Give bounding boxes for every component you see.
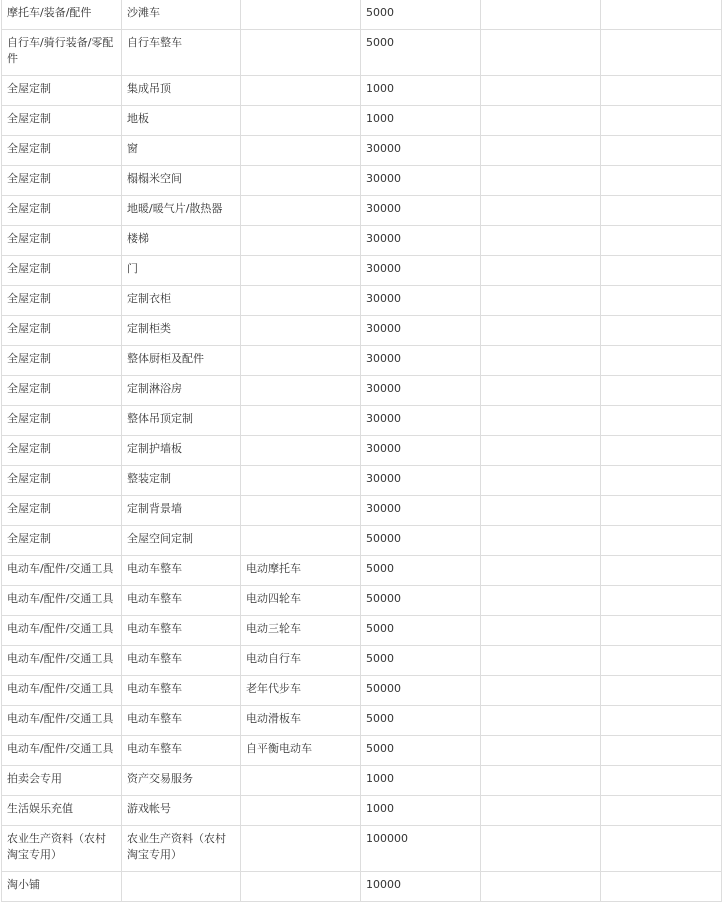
table-row	[2, 766, 722, 796]
empty-cell	[481, 796, 601, 826]
category-level1-cell: 电动车/配件/交通工具	[2, 736, 122, 766]
deposit-amount-cell: 5000	[361, 30, 481, 76]
category-level1-cell: 全屋定制	[2, 226, 122, 256]
deposit-amount-cell: 5000	[361, 556, 481, 586]
empty-cell	[481, 286, 601, 316]
empty-cell	[481, 406, 601, 436]
empty-cell	[481, 872, 601, 902]
empty-cell	[481, 316, 601, 346]
category-level2-cell: 整体吊顶定制	[122, 406, 241, 436]
empty-cell	[601, 0, 722, 30]
empty-cell	[481, 0, 601, 30]
table-body	[2, 0, 722, 902]
deposit-amount-cell: 50000	[361, 526, 481, 556]
empty-cell	[481, 346, 601, 376]
empty-cell	[481, 706, 601, 736]
empty-cell	[601, 496, 722, 526]
table-row	[2, 676, 722, 706]
category-level1-cell: 全屋定制	[2, 256, 122, 286]
category-level1-cell: 全屋定制	[2, 106, 122, 136]
table-row	[2, 196, 722, 226]
category-level1-cell: 电动车/配件/交通工具	[2, 646, 122, 676]
deposit-amount-cell: 30000	[361, 196, 481, 226]
empty-cell	[601, 556, 722, 586]
category-level1-cell: 全屋定制	[2, 196, 122, 226]
empty-cell	[601, 196, 722, 226]
table-row	[2, 496, 722, 526]
table-row	[2, 736, 722, 766]
empty-cell	[481, 526, 601, 556]
category-level3-cell	[241, 166, 361, 196]
category-level1-cell: 拍卖会专用	[2, 766, 122, 796]
table-row	[2, 556, 722, 586]
category-level1-cell: 全屋定制	[2, 466, 122, 496]
table-row	[2, 286, 722, 316]
category-level3-cell	[241, 796, 361, 826]
deposit-amount-cell: 30000	[361, 256, 481, 286]
empty-cell	[481, 826, 601, 872]
category-level2-cell: 楼梯	[122, 226, 241, 256]
deposit-amount-cell: 5000	[361, 706, 481, 736]
empty-cell	[481, 556, 601, 586]
deposit-amount-cell: 30000	[361, 166, 481, 196]
empty-cell	[601, 826, 722, 872]
empty-cell	[481, 436, 601, 466]
category-level2-cell: 电动车整车	[122, 676, 241, 706]
category-level1-cell: 电动车/配件/交通工具	[2, 586, 122, 616]
category-level1-cell: 摩托车/装备/配件	[2, 0, 122, 30]
category-level3-cell	[241, 76, 361, 106]
category-level3-cell	[241, 30, 361, 76]
category-level2-cell: 电动车整车	[122, 616, 241, 646]
category-level2-cell: 集成吊顶	[122, 76, 241, 106]
category-level3-cell	[241, 436, 361, 466]
category-level2-cell: 榻榻米空间	[122, 166, 241, 196]
empty-cell	[481, 586, 601, 616]
category-level1-cell: 农业生产资料（农村淘宝专用）	[2, 826, 122, 872]
deposit-amount-cell: 100000	[361, 826, 481, 872]
category-level3-cell: 电动自行车	[241, 646, 361, 676]
deposit-amount-cell: 10000	[361, 872, 481, 902]
table-row	[2, 376, 722, 406]
empty-cell	[481, 616, 601, 646]
empty-cell	[481, 496, 601, 526]
category-level2-cell: 整装定制	[122, 466, 241, 496]
category-level2-cell: 定制背景墙	[122, 496, 241, 526]
category-level3-cell	[241, 346, 361, 376]
category-level3-cell	[241, 376, 361, 406]
deposit-amount-cell: 5000	[361, 0, 481, 30]
table-row	[2, 436, 722, 466]
deposit-amount-cell: 1000	[361, 766, 481, 796]
category-level1-cell: 淘小铺	[2, 872, 122, 902]
empty-cell	[601, 616, 722, 646]
empty-cell	[481, 376, 601, 406]
empty-cell	[601, 766, 722, 796]
category-level2-cell: 门	[122, 256, 241, 286]
category-level3-cell	[241, 496, 361, 526]
category-level1-cell: 电动车/配件/交通工具	[2, 706, 122, 736]
empty-cell	[481, 766, 601, 796]
category-level2-cell: 地暖/暖气片/散热器	[122, 196, 241, 226]
category-level2-cell: 资产交易服务	[122, 766, 241, 796]
category-level2-cell: 整体厨柜及配件	[122, 346, 241, 376]
category-level3-cell: 老年代步车	[241, 676, 361, 706]
empty-cell	[481, 30, 601, 76]
empty-cell	[601, 286, 722, 316]
category-level3-cell	[241, 286, 361, 316]
deposit-amount-cell: 5000	[361, 736, 481, 766]
category-level1-cell: 电动车/配件/交通工具	[2, 676, 122, 706]
category-level3-cell: 电动滑板车	[241, 706, 361, 736]
empty-cell	[601, 136, 722, 166]
empty-cell	[601, 346, 722, 376]
category-level2-cell: 游戏帐号	[122, 796, 241, 826]
category-level1-cell: 全屋定制	[2, 286, 122, 316]
category-level2-cell: 定制护墙板	[122, 436, 241, 466]
empty-cell	[481, 106, 601, 136]
table-row	[2, 346, 722, 376]
category-level2-cell: 自行车整车	[122, 30, 241, 76]
category-level2-cell: 定制衣柜	[122, 286, 241, 316]
category-level3-cell	[241, 136, 361, 166]
category-level1-cell: 全屋定制	[2, 166, 122, 196]
table-row	[2, 872, 722, 902]
table-row	[2, 646, 722, 676]
category-level3-cell	[241, 526, 361, 556]
empty-cell	[601, 406, 722, 436]
empty-cell	[601, 376, 722, 406]
category-level2-cell: 地板	[122, 106, 241, 136]
category-level1-cell: 电动车/配件/交通工具	[2, 616, 122, 646]
deposit-amount-cell: 30000	[361, 286, 481, 316]
deposit-amount-cell: 1000	[361, 106, 481, 136]
category-level3-cell: 电动三轮车	[241, 616, 361, 646]
empty-cell	[481, 256, 601, 286]
empty-cell	[601, 872, 722, 902]
category-level1-cell: 全屋定制	[2, 496, 122, 526]
category-level3-cell	[241, 466, 361, 496]
category-level3-cell: 电动四轮车	[241, 586, 361, 616]
category-level2-cell: 电动车整车	[122, 706, 241, 736]
category-level1-cell: 全屋定制	[2, 316, 122, 346]
category-level2-cell: 定制淋浴房	[122, 376, 241, 406]
category-level2-cell: 定制柜类	[122, 316, 241, 346]
category-level3-cell	[241, 406, 361, 436]
table-row	[2, 316, 722, 346]
table-row	[2, 136, 722, 166]
empty-cell	[481, 646, 601, 676]
empty-cell	[481, 226, 601, 256]
category-level3-cell	[241, 766, 361, 796]
category-level2-cell: 窗	[122, 136, 241, 166]
category-level1-cell: 自行车/骑行装备/零配件	[2, 30, 122, 76]
deposit-amount-cell: 1000	[361, 796, 481, 826]
category-level3-cell: 电动摩托车	[241, 556, 361, 586]
table-row	[2, 796, 722, 826]
empty-cell	[481, 466, 601, 496]
deposit-amount-cell: 30000	[361, 226, 481, 256]
empty-cell	[601, 706, 722, 736]
category-level1-cell: 全屋定制	[2, 376, 122, 406]
deposit-amount-cell: 30000	[361, 406, 481, 436]
table-row	[2, 106, 722, 136]
category-level2-cell	[122, 872, 241, 902]
category-level2-cell: 电动车整车	[122, 736, 241, 766]
category-level3-cell	[241, 0, 361, 30]
deposit-amount-cell: 30000	[361, 346, 481, 376]
deposit-amount-cell: 30000	[361, 376, 481, 406]
table-row	[2, 526, 722, 556]
empty-cell	[601, 526, 722, 556]
category-level2-cell: 全屋空间定制	[122, 526, 241, 556]
table-row	[2, 166, 722, 196]
category-level1-cell: 全屋定制	[2, 526, 122, 556]
category-level2-cell: 农业生产资料（农村淘宝专用）	[122, 826, 241, 872]
empty-cell	[601, 226, 722, 256]
table-row	[2, 706, 722, 736]
category-level3-cell	[241, 256, 361, 286]
empty-cell	[481, 136, 601, 166]
category-level1-cell: 全屋定制	[2, 76, 122, 106]
category-level2-cell: 电动车整车	[122, 646, 241, 676]
empty-cell	[601, 106, 722, 136]
category-level2-cell: 电动车整车	[122, 586, 241, 616]
deposit-amount-cell: 1000	[361, 76, 481, 106]
table-row	[2, 616, 722, 646]
category-level3-cell: 自平衡电动车	[241, 736, 361, 766]
category-level3-cell	[241, 196, 361, 226]
empty-cell	[481, 676, 601, 706]
table-row	[2, 466, 722, 496]
deposit-amount-cell: 30000	[361, 136, 481, 166]
empty-cell	[601, 166, 722, 196]
empty-cell	[601, 466, 722, 496]
empty-cell	[601, 436, 722, 466]
empty-cell	[601, 586, 722, 616]
empty-cell	[601, 676, 722, 706]
empty-cell	[481, 196, 601, 226]
table-row	[2, 586, 722, 616]
category-level3-cell	[241, 872, 361, 902]
table-row	[2, 406, 722, 436]
empty-cell	[601, 646, 722, 676]
deposit-amount-cell: 30000	[361, 316, 481, 346]
category-level2-cell: 电动车整车	[122, 556, 241, 586]
table-row	[2, 826, 722, 872]
empty-cell	[481, 76, 601, 106]
category-deposit-table	[1, 0, 722, 902]
deposit-amount-cell: 50000	[361, 676, 481, 706]
deposit-amount-cell: 30000	[361, 436, 481, 466]
empty-cell	[601, 76, 722, 106]
empty-cell	[481, 166, 601, 196]
category-level1-cell: 全屋定制	[2, 406, 122, 436]
table-row	[2, 0, 722, 30]
category-level1-cell: 电动车/配件/交通工具	[2, 556, 122, 586]
empty-cell	[601, 796, 722, 826]
category-level3-cell	[241, 106, 361, 136]
empty-cell	[601, 256, 722, 286]
category-level3-cell	[241, 226, 361, 256]
empty-cell	[601, 316, 722, 346]
table-row	[2, 76, 722, 106]
empty-cell	[481, 736, 601, 766]
category-level1-cell: 全屋定制	[2, 136, 122, 166]
deposit-amount-cell: 30000	[361, 466, 481, 496]
empty-cell	[601, 736, 722, 766]
deposit-amount-cell: 5000	[361, 646, 481, 676]
table-row	[2, 256, 722, 286]
category-level1-cell: 全屋定制	[2, 346, 122, 376]
deposit-amount-cell: 50000	[361, 586, 481, 616]
deposit-amount-cell: 30000	[361, 496, 481, 526]
category-level2-cell: 沙滩车	[122, 0, 241, 30]
category-level1-cell: 生活娱乐充值	[2, 796, 122, 826]
deposit-amount-cell: 5000	[361, 616, 481, 646]
table-row	[2, 226, 722, 256]
table-row	[2, 30, 722, 76]
category-level1-cell: 全屋定制	[2, 436, 122, 466]
category-level3-cell	[241, 826, 361, 872]
category-level3-cell	[241, 316, 361, 346]
empty-cell	[601, 30, 722, 76]
